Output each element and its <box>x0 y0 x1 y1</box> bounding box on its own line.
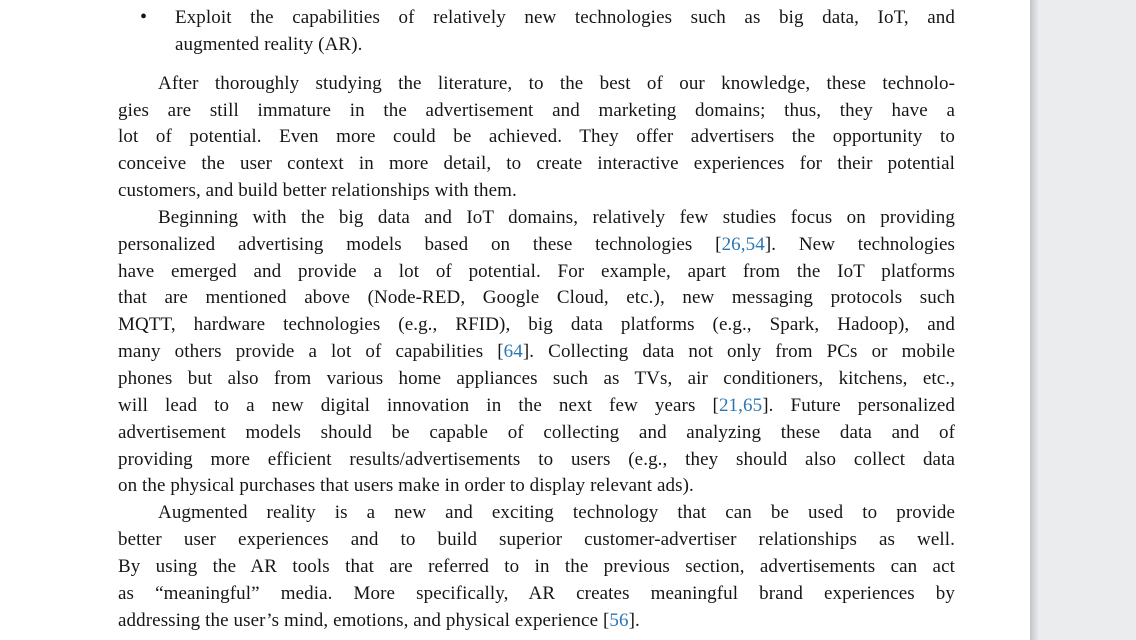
paragraph <box>118 205 955 500</box>
text-line: providing more efficient results/advertisements to users (e.g., they should also collect data <box>118 448 955 470</box>
citation-link[interactable]: 26,54 <box>721 233 765 255</box>
text-line: advertisement models should be capable of collecting and analyzing these data and of <box>118 421 955 443</box>
text-line: After thoroughly studying the literature, to the best of our knowledge, these technolo- <box>158 72 955 94</box>
paragraph <box>118 500 955 634</box>
viewer-background <box>1030 0 1136 640</box>
text-line: that are mentioned above (Node-RED, Google Cloud, etc.), new messaging protocols such <box>118 287 955 309</box>
citation-link[interactable]: 21,65 <box>718 394 763 416</box>
text-line: conceive the user context in more detail, to create interactive experiences for their potential <box>118 153 955 175</box>
text-line: addressing the user’s mind, emotions, and physical experience [56]. <box>118 609 640 631</box>
page-text-column <box>118 5 955 634</box>
text-line: on the physical purchases that users make in order to display relevant ads). <box>118 475 694 497</box>
citation-link[interactable]: 64 <box>503 341 523 363</box>
text-line: many others provide a lot of capabilities [64]. Collecting data not only from PCs or mobile <box>118 341 955 363</box>
text-line: have emerged and provide a lot of potential. For example, apart from the IoT platforms <box>118 260 955 282</box>
text-line: personalized advertising models based on these technologies [26,54]. New technologies <box>118 233 955 255</box>
text-line: better user experiences and to build superior customer-advertiser relationships as well. <box>118 529 955 551</box>
bullet-icon: • <box>140 6 148 28</box>
text-line: MQTT, hardware technologies (e.g., RFID), big data platforms (e.g., Spark, Hadoop), and <box>118 314 955 336</box>
text-line: customers, and build better relationships with them. <box>118 180 517 202</box>
text-line: phones but also from various home appliances such as TVs, air conditioners, kitchens, etc., <box>118 367 955 389</box>
text-line: Augmented reality is a new and exciting technology that can be used to provide <box>158 502 955 524</box>
text-line: Beginning with the big data and IoT domains, relatively few studies focus on providing <box>158 206 955 228</box>
text-line: lot of potential. Even more could be achieved. They offer advertisers the opportunity to <box>118 126 955 148</box>
citation-link[interactable]: 56 <box>609 609 629 631</box>
text-line: as “meaningful” media. More specifically, AR creates meaningful brand experiences by <box>118 582 955 604</box>
paragraph <box>118 71 955 205</box>
text-line: Exploit the capabilities of relatively new technologies such as big data, IoT, and <box>175 7 955 28</box>
text-line: augmented reality (AR). <box>175 33 363 55</box>
text-line: By using the AR tools that are referred to in the previous section, advertisements can act <box>118 555 955 577</box>
text-line: will lead to a new digital innovation in the next few years [21,65]. Future personalized <box>118 394 955 416</box>
text-line: gies are still immature in the advertisement and marketing domains; thus, they have a <box>118 99 955 121</box>
bullet-item <box>118 5 955 59</box>
